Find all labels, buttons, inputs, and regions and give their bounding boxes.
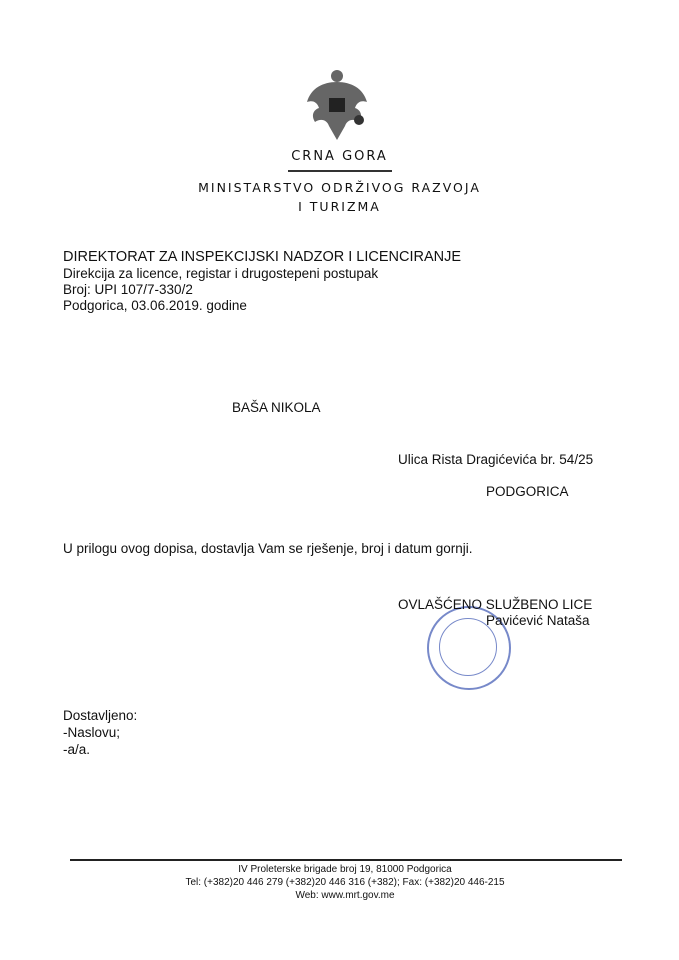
footer-web: Web: www.mrt.gov.me	[295, 890, 395, 901]
coat-of-arms-emblem	[303, 68, 371, 142]
signatory-title: OVLAŠĆENO SLUŽBENO LICE	[398, 597, 593, 612]
delivered-item: -a/a.	[63, 742, 91, 757]
delivered-label: Dostavljeno:	[63, 708, 138, 723]
ministry-name-line2: I TURIZMA	[298, 199, 381, 214]
recipient-name: BAŠA NIKOLA	[232, 400, 321, 415]
division-name: Direkcija za licence, registar i drugostepeni postupak	[63, 266, 379, 281]
place-date: Podgorica, 03.06.2019. godine	[63, 298, 247, 313]
delivered-item: -Naslovu;	[63, 725, 121, 740]
ministry-name-line1: MINISTARSTVO ODRŽIVOG RAZVOJA	[198, 180, 481, 195]
reference-number: Broj: UPI 107/7-330/2	[63, 282, 193, 297]
directorate-name: DIREKTORAT ZA INSPEKCIJSKI NADZOR I LICENCIRANJE	[63, 249, 462, 265]
letterhead-divider	[288, 170, 392, 172]
recipient-address: Ulica Rista Dragićevića br. 54/25	[398, 452, 594, 467]
recipient-city: PODGORICA	[486, 484, 569, 499]
footer-phones: Tel: (+382)20 446 279 (+382)20 446 316 (+382); Fax: (+382)20 446-215	[185, 877, 505, 888]
footer-divider	[70, 859, 622, 861]
country-name: CRNA GORA	[291, 149, 388, 164]
body-text: U prilogu ovog dopisa, dostavlja Vam se rješenje, broj i datum gornji.	[63, 541, 473, 556]
signatory-name: Pavićević Nataša	[486, 613, 590, 628]
footer-address: IV Proleterske brigade broj 19, 81000 Podgorica	[238, 864, 452, 875]
